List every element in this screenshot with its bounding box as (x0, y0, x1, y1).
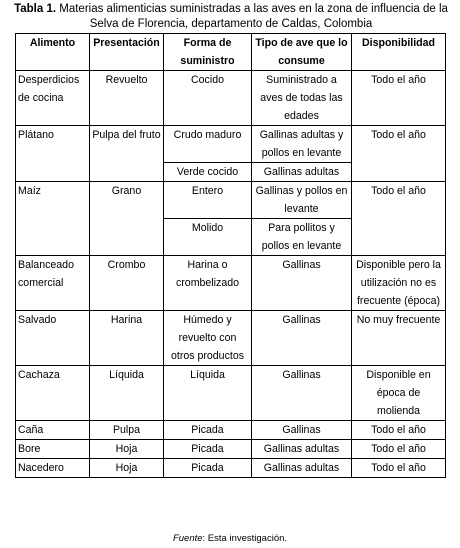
cell-alimento: Desperdicios de cocina (16, 71, 90, 126)
table-row (16, 256, 446, 311)
cell-tipo-ave: Gallinas (252, 366, 352, 421)
table-row (16, 421, 446, 440)
feed-materials-table (15, 33, 446, 478)
cell-presentacion: Hoja (90, 459, 164, 478)
cell-tipo-ave: Gallinas (252, 311, 352, 366)
cell-forma: Picada (164, 440, 252, 459)
cell-disponibilidad: Disponible en época de molienda (352, 366, 446, 421)
cell-tipo-ave: Gallinas y pollos en levante (252, 182, 352, 219)
cell-alimento: Caña (16, 421, 90, 440)
cell-alimento: Cachaza (16, 366, 90, 421)
cell-tipo-ave: Gallinas adultas (252, 440, 352, 459)
table-source-note (0, 533, 460, 545)
table-caption-label: Tabla 1. (14, 3, 57, 15)
table-caption-text: Materias alimenticias suministradas a las aves en la zona de influencia de la Selva de Florencia, departamento de Caldas, Colombia (56, 3, 448, 30)
cell-disponibilidad: Todo el año (352, 71, 446, 126)
table-row (16, 440, 446, 459)
cell-tipo-ave: Suministrado a aves de todas las edades (252, 71, 352, 126)
cell-disponibilidad: Todo el año (352, 440, 446, 459)
cell-tipo-ave: Gallinas adultas (252, 163, 352, 182)
cell-disponibilidad: Todo el año (352, 421, 446, 440)
cell-disponibilidad: Todo el año (352, 182, 446, 256)
header-tipo-ave: Tipo de ave que lo consume (252, 34, 352, 71)
cell-disponibilidad: Disponible pero la utilización no es frecuente (época) (352, 256, 446, 311)
cell-forma: Cocido (164, 71, 252, 126)
source-text: : Esta investigación. (202, 533, 288, 544)
cell-alimento: Balanceado comercial (16, 256, 90, 311)
table-row (16, 311, 446, 366)
cell-tipo-ave: Gallinas adultas (252, 459, 352, 478)
cell-presentacion: Pulpa (90, 421, 164, 440)
cell-disponibilidad: No muy frecuente (352, 311, 446, 366)
cell-forma: Líquida (164, 366, 252, 421)
cell-alimento: Plátano (16, 126, 90, 182)
cell-alimento: Bore (16, 440, 90, 459)
table-row (16, 182, 446, 219)
cell-forma: Picada (164, 421, 252, 440)
cell-forma: Húmedo y revuelto con otros productos (164, 311, 252, 366)
cell-presentacion: Crombo (90, 256, 164, 311)
cell-forma: Harina o crombelizado (164, 256, 252, 311)
cell-presentacion: Grano (90, 182, 164, 256)
cell-disponibilidad: Todo el año (352, 459, 446, 478)
cell-presentacion: Harina (90, 311, 164, 366)
cell-presentacion: Hoja (90, 440, 164, 459)
table-header-row (16, 34, 446, 71)
header-alimento: Alimento (16, 34, 90, 71)
table-row (16, 71, 446, 126)
cell-forma: Verde cocido (164, 163, 252, 182)
header-forma-suministro: Forma de suministro (164, 34, 252, 71)
cell-presentacion: Revuelto (90, 71, 164, 126)
cell-presentacion: Líquida (90, 366, 164, 421)
cell-tipo-ave: Para pollitos y pollos en levante (252, 219, 352, 256)
cell-forma: Crudo maduro (164, 126, 252, 163)
cell-forma: Molido (164, 219, 252, 256)
cell-alimento: Salvado (16, 311, 90, 366)
table-caption (4, 2, 458, 32)
cell-forma: Picada (164, 459, 252, 478)
source-label: Fuente (172, 533, 203, 544)
header-disponibilidad: Disponibilidad (352, 34, 446, 71)
table-row (16, 459, 446, 478)
cell-tipo-ave: Gallinas (252, 421, 352, 440)
cell-disponibilidad: Todo el año (352, 126, 446, 182)
table-row (16, 126, 446, 163)
cell-alimento: Maíz (16, 182, 90, 256)
cell-forma: Entero (164, 182, 252, 219)
cell-presentacion: Pulpa del fruto (90, 126, 164, 182)
header-presentacion: Presentación (90, 34, 164, 71)
table-row (16, 366, 446, 421)
cell-tipo-ave: Gallinas adultas y pollos en levante (252, 126, 352, 163)
cell-tipo-ave: Gallinas (252, 256, 352, 311)
cell-alimento: Nacedero (16, 459, 90, 478)
